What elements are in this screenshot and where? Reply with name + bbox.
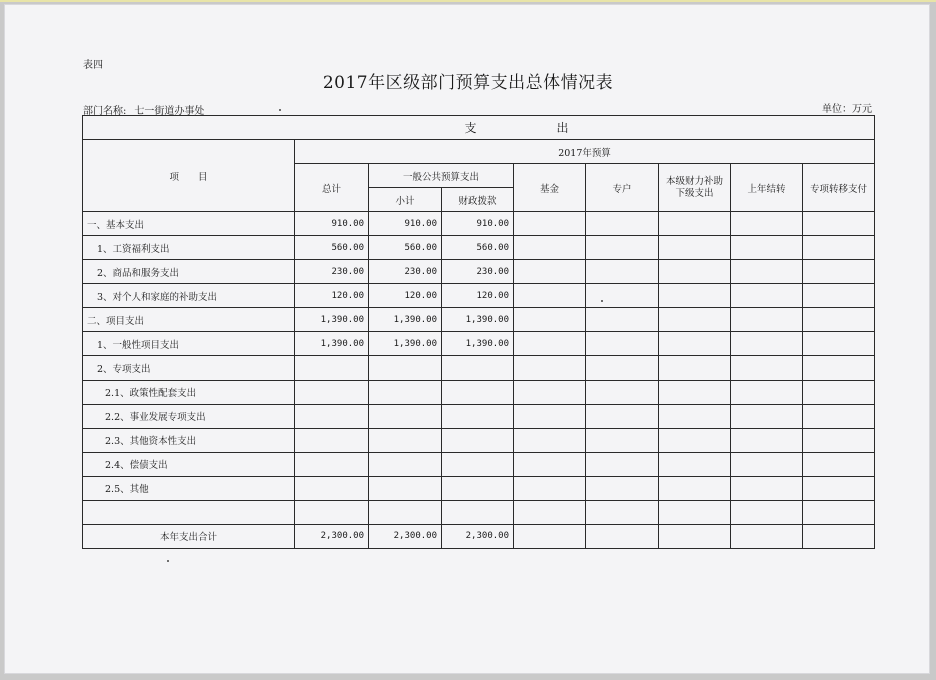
cell-total <box>295 476 369 500</box>
row-item-name: 2.3、其他资本性支出 <box>83 428 295 452</box>
cell-empty <box>803 404 875 428</box>
header-row-main <box>83 116 875 140</box>
cell-empty <box>731 236 803 260</box>
cell-fiscal <box>442 476 514 500</box>
cell-fiscal: 2,300.00 <box>442 524 514 548</box>
cell-fiscal: 120.00 <box>442 284 514 308</box>
cell-empty <box>659 524 731 548</box>
table-row <box>83 428 875 452</box>
cell-subtotal: 1,390.00 <box>369 308 442 332</box>
cell-empty <box>586 476 659 500</box>
cell-empty <box>514 524 586 548</box>
cell-fiscal: 560.00 <box>442 236 514 260</box>
cell-empty <box>586 452 659 476</box>
cell-empty <box>514 404 586 428</box>
table-row <box>83 356 875 380</box>
cell-empty <box>586 308 659 332</box>
cell-subtotal: 120.00 <box>369 284 442 308</box>
cell-empty <box>731 308 803 332</box>
cell-subtotal <box>369 452 442 476</box>
cell-empty <box>514 332 586 356</box>
row-item-name: 3、对个人和家庭的补助支出 <box>83 284 295 308</box>
document-title: 2017年区级部门预算支出总体情况表 <box>322 73 614 93</box>
header-main-a: 支 <box>464 121 479 136</box>
row-item-name: 2.5、其他 <box>83 476 295 500</box>
cell-subtotal <box>369 356 442 380</box>
cell-empty <box>731 260 803 284</box>
cell-fiscal <box>442 428 514 452</box>
header-fiscal: 财政拨款 <box>442 188 514 212</box>
cell-empty <box>586 260 659 284</box>
cell-empty <box>731 500 803 524</box>
cell-total: 230.00 <box>295 260 369 284</box>
cell-empty <box>803 308 875 332</box>
cell-total: 1,390.00 <box>295 332 369 356</box>
cell-fiscal <box>442 500 514 524</box>
cell-empty <box>586 284 659 308</box>
cell-total <box>295 380 369 404</box>
cell-total: 910.00 <box>295 212 369 236</box>
summary-row <box>83 524 875 548</box>
cell-empty <box>731 284 803 308</box>
cell-empty <box>803 452 875 476</box>
table-row <box>83 452 875 476</box>
budget-table <box>82 115 875 549</box>
cell-empty <box>803 236 875 260</box>
row-item-name: 2、商品和服务支出 <box>83 260 295 284</box>
row-item-name: 一、基本支出 <box>83 212 295 236</box>
cell-empty <box>803 260 875 284</box>
header-fund: 基金 <box>514 164 586 212</box>
header-row-year <box>83 140 875 164</box>
department-value: 七一街道办事处 <box>134 106 205 117</box>
cell-subtotal: 910.00 <box>369 212 442 236</box>
cell-total <box>295 404 369 428</box>
row-item-name: 1、工资福利支出 <box>83 236 295 260</box>
cell-fiscal <box>442 380 514 404</box>
cell-empty <box>659 452 731 476</box>
cell-empty <box>514 356 586 380</box>
cell-subtotal <box>369 500 442 524</box>
row-item-name: 本年支出合计 <box>83 524 295 548</box>
cell-fiscal: 910.00 <box>442 212 514 236</box>
cell-empty <box>659 500 731 524</box>
cell-empty <box>514 308 586 332</box>
scan-speck <box>167 560 169 562</box>
header-subtotal: 小计 <box>369 188 442 212</box>
cell-empty <box>514 500 586 524</box>
table-row <box>83 404 875 428</box>
cell-empty <box>803 212 875 236</box>
cell-subtotal: 560.00 <box>369 236 442 260</box>
cell-empty <box>659 332 731 356</box>
cell-empty <box>514 260 586 284</box>
cell-empty <box>803 332 875 356</box>
cell-empty <box>803 476 875 500</box>
cell-empty <box>586 236 659 260</box>
header-transfer: 专项转移支付 <box>803 164 875 212</box>
cell-empty <box>514 284 586 308</box>
cell-subtotal <box>369 404 442 428</box>
cell-empty <box>803 380 875 404</box>
cell-empty <box>586 380 659 404</box>
cell-empty <box>514 428 586 452</box>
cell-total: 1,390.00 <box>295 308 369 332</box>
row-item-name <box>83 500 295 524</box>
cell-fiscal <box>442 404 514 428</box>
cell-empty <box>731 452 803 476</box>
table-row <box>83 500 875 524</box>
cell-empty <box>731 212 803 236</box>
row-item-name: 2.1、政策性配套支出 <box>83 380 295 404</box>
cell-total <box>295 452 369 476</box>
cell-empty <box>586 332 659 356</box>
cell-empty <box>586 356 659 380</box>
cell-total <box>295 356 369 380</box>
cell-empty <box>731 524 803 548</box>
cell-empty <box>803 524 875 548</box>
cell-empty <box>731 356 803 380</box>
cell-empty <box>586 428 659 452</box>
cell-empty <box>514 380 586 404</box>
cell-fiscal <box>442 452 514 476</box>
cell-empty <box>659 476 731 500</box>
unit-label: 单位：万元 <box>822 104 872 115</box>
table-row <box>83 212 875 236</box>
cell-empty <box>514 212 586 236</box>
cell-subtotal: 230.00 <box>369 260 442 284</box>
cell-empty <box>803 428 875 452</box>
table-row <box>83 236 875 260</box>
header-main-b: 出 <box>556 121 571 136</box>
cell-fiscal: 230.00 <box>442 260 514 284</box>
cell-subtotal <box>369 380 442 404</box>
cell-empty <box>514 476 586 500</box>
cell-empty <box>803 284 875 308</box>
table-number-label: 表四 <box>83 60 103 71</box>
cell-empty <box>659 260 731 284</box>
cell-subtotal <box>369 476 442 500</box>
row-item-name: 二、项目支出 <box>83 308 295 332</box>
cell-empty <box>586 524 659 548</box>
cell-empty <box>803 356 875 380</box>
cell-subtotal: 1,390.00 <box>369 332 442 356</box>
cell-subtotal <box>369 428 442 452</box>
header-general-budget: 一般公共预算支出 <box>369 164 514 188</box>
cell-empty <box>659 212 731 236</box>
cell-empty <box>731 476 803 500</box>
row-item-name: 2.4、偿债支出 <box>83 452 295 476</box>
cell-empty <box>659 284 731 308</box>
cell-empty <box>586 500 659 524</box>
cell-total: 560.00 <box>295 236 369 260</box>
cell-empty <box>659 236 731 260</box>
cell-empty <box>659 380 731 404</box>
cell-empty <box>659 308 731 332</box>
cell-empty <box>586 212 659 236</box>
header-project: 项 目 <box>83 140 295 212</box>
cell-empty <box>586 404 659 428</box>
cell-empty <box>659 404 731 428</box>
cell-total: 120.00 <box>295 284 369 308</box>
table-row <box>83 260 875 284</box>
scan-speck <box>279 109 281 111</box>
cell-total: 2,300.00 <box>295 524 369 548</box>
header-total: 总计 <box>295 164 369 212</box>
table-row <box>83 380 875 404</box>
cell-empty <box>803 500 875 524</box>
cell-empty <box>731 380 803 404</box>
cell-fiscal <box>442 356 514 380</box>
cell-empty <box>514 236 586 260</box>
header-expenditure <box>83 116 875 140</box>
scan-top-edge <box>0 0 936 2</box>
cell-fiscal: 1,390.00 <box>442 308 514 332</box>
row-item-name: 2.2、事业发展专项支出 <box>83 404 295 428</box>
cell-empty <box>731 404 803 428</box>
table-row <box>83 476 875 500</box>
cell-total <box>295 500 369 524</box>
header-subsidy: 本级财力补助下级支出 <box>659 164 731 212</box>
cell-total <box>295 428 369 452</box>
table-row <box>83 332 875 356</box>
table-row <box>83 284 875 308</box>
cell-empty <box>514 452 586 476</box>
department-label: 部门名称: <box>83 106 127 117</box>
header-special-account: 专户 <box>586 164 659 212</box>
header-carryover: 上年结转 <box>731 164 803 212</box>
cell-empty <box>659 356 731 380</box>
row-item-name: 2、专项支出 <box>83 356 295 380</box>
cell-empty <box>659 428 731 452</box>
cell-subtotal: 2,300.00 <box>369 524 442 548</box>
cell-empty <box>731 332 803 356</box>
row-item-name: 1、一般性项目支出 <box>83 332 295 356</box>
table-row <box>83 308 875 332</box>
cell-empty <box>731 428 803 452</box>
cell-fiscal: 1,390.00 <box>442 332 514 356</box>
header-year-budget: 2017年预算 <box>295 140 875 164</box>
